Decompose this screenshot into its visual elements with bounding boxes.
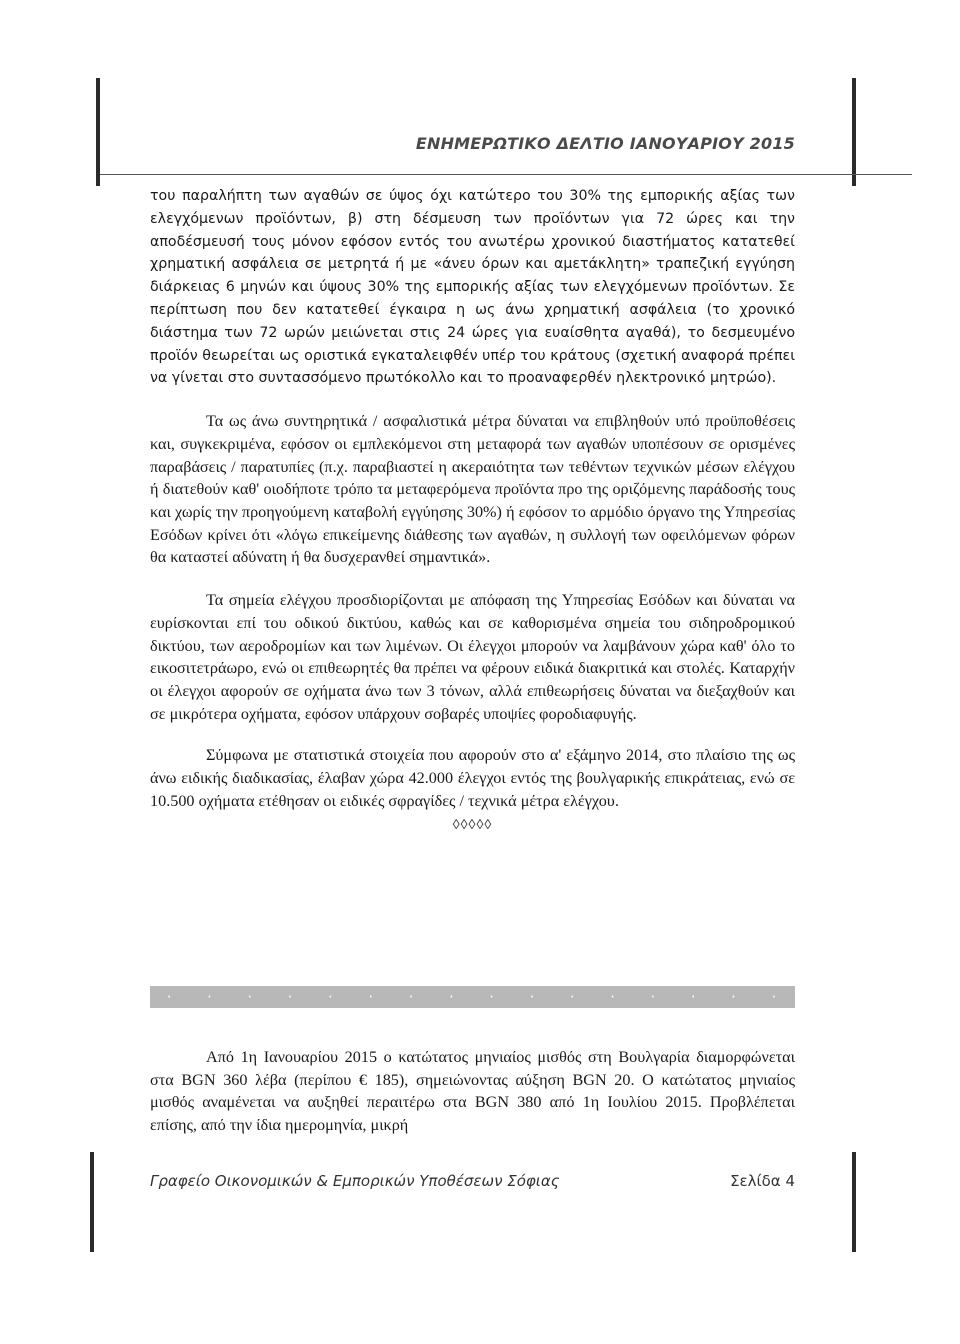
paragraph-measures: Τα ως άνω συντηρητικά / ασφαλιστικά μέτρα δύναται να επιβληθούν υπό προϋποθέσεις και, συγκεκριμένα, εφόσον οι εμπλεκόμενοι στη μεταφορά των αγαθών υποπέσουν σε ορισμένες παραβάσεις / παρατυπίες (π.χ. παραβιαστεί η ακεραιότητα των τεθέντων τεχνικών μέσων ελέγχου ή διατεθούν καθ' οιοδήποτε τρόπο τα μεταφερόμενα προϊόντα προ της οριζόμενης παράδοσής τους και χωρίς την προηγούμενη καταβολή εγγύησης 30%) ή εφόσον το αρμόδιο όργανο της Υπηρεσίας Εσόδων κρίνει ότι «λόγω επικείμενης διάθεσης των αγαθών, η συλλογή των οφειλόμενων φόρων θα καταστεί αδύνατη ή θα δυσχερανθεί σημαντικά». (150, 412, 795, 567)
page-header-title: ΕΝΗΜΕΡΩΤΙΚΟ ΔΕΛΤΙΟ ΙΑΝΟΥΑΡΙΟΥ 2015 (415, 134, 795, 153)
paragraph-checkpoints: Τα σημεία ελέγχου προσδιορίζονται με απόφαση της Υπηρεσίας Εσόδων και δύναται να ευρίσκονται επί του οδικού δικτύου, καθώς και σε καθορισμένα σημεία του σιδηροδρομικού δικτύου, των αεροδρομίων και των λιμένων. Οι έλεγχοι μπορούν να λαμβάνουν χώρα καθ' όλο το εικοσιτετράωρο, ενώ οι επιθεωρητές θα πρέπει να φέρουν ειδικά διακριτικά και στολές. Καταρχήν οι έλεγχοι αφορούν σε οχήματα άνω των 3 τόνων, αλλά επιθεωρήσεις δύναται να διεξαχθούν και σε μικρότερα οχήματα, εφόσον υπάρχουν σοβαρές υποψίες φοροδιαφυγής. (150, 591, 795, 723)
footer-office-name: Γραφείο Οικονομικών & Εμπορικών Υποθέσεων Σόφιας (150, 1172, 560, 1190)
document-body (150, 185, 795, 834)
footer-page-number: Σελίδα 4 (730, 1172, 795, 1190)
paragraph-statistics: Σύμφωνα με στατιστικά στοιχεία που αφορούν στο α' εξάμηνο 2014, στο πλαίσιο της ως άνω ειδικής διαδικασίας, έλαβαν χώρα 42.000 έλεγχοι εντός της βουλγαρικής επικράτειας, ενώ σε 10.500 οχήματα ετέθησαν οι ειδικές σφραγίδες / τεχνικά μέτρα ελέγχου. (150, 746, 795, 810)
scan-edge-mark (852, 78, 856, 186)
paragraph-minimum-wage: Από 1η Ιανουαρίου 2015 ο κατώτατος μηνιαίος μισθός στη Βουλγαρία διαμορφώνεται στα BGN 360 λέβα (περίπου € 185), σημειώνοντας αύξηση BGN 20. Ο κατώτατος μηνιαίος μισθός αναμένεται να αυξηθεί περαιτέρω στα BGN 380 από 1η Ιουλίου 2015. Προβλέπεται επίσης, από την ίδια ημερομηνία, μικρή (150, 1048, 795, 1135)
scan-edge-mark (852, 1152, 856, 1252)
scan-edge-mark (96, 78, 100, 186)
scan-edge-mark (90, 1152, 94, 1252)
scan-artifact-band: · · · · · · · · · · · · · · · · (150, 986, 795, 1008)
paragraph-continuation: του παραλήπτη των αγαθών σε ύψος όχι κατώτερο του 30% της εμπορικής αξίας των ελεγχόμενων προϊόντων, β) στη δέσμευση των προϊόντων για 72 ώρες και την αποδέσμευσή τους μόνον εφόσον εντός του ανωτέρω χρονικού διαστήματος κατατεθεί χρηματική ασφάλεια σε μετρητά ή με «άνευ όρων και αμετάκλητη» τραπεζική εγγύηση διάρκειας 6 μηνών και ύψους 30% της εμπορικής αξίας των ελεγχόμενων προϊόντων. Σε περίπτωση που δεν κατατεθεί έγκαιρα η ως άνω χρηματική ασφάλεια (το χρονικό διάστημα των 72 ωρών μειώνεται στις 24 ώρες για ευαίσθητα αγαθά), το δεσμευμένο προϊόν θεωρείται ως οριστικά εγκαταλειφθέν υπέρ του κράτους (σχετική αναφορά πρέπει να γίνεται στο συντασσόμενο πρωτόκολλο και το προαναφερθέν ηλεκτρονικό μητρώο). (150, 188, 795, 387)
header-divider (100, 174, 912, 175)
section-separator: ◊◊◊◊◊ (452, 818, 493, 834)
document-body-next-section (150, 1046, 795, 1137)
